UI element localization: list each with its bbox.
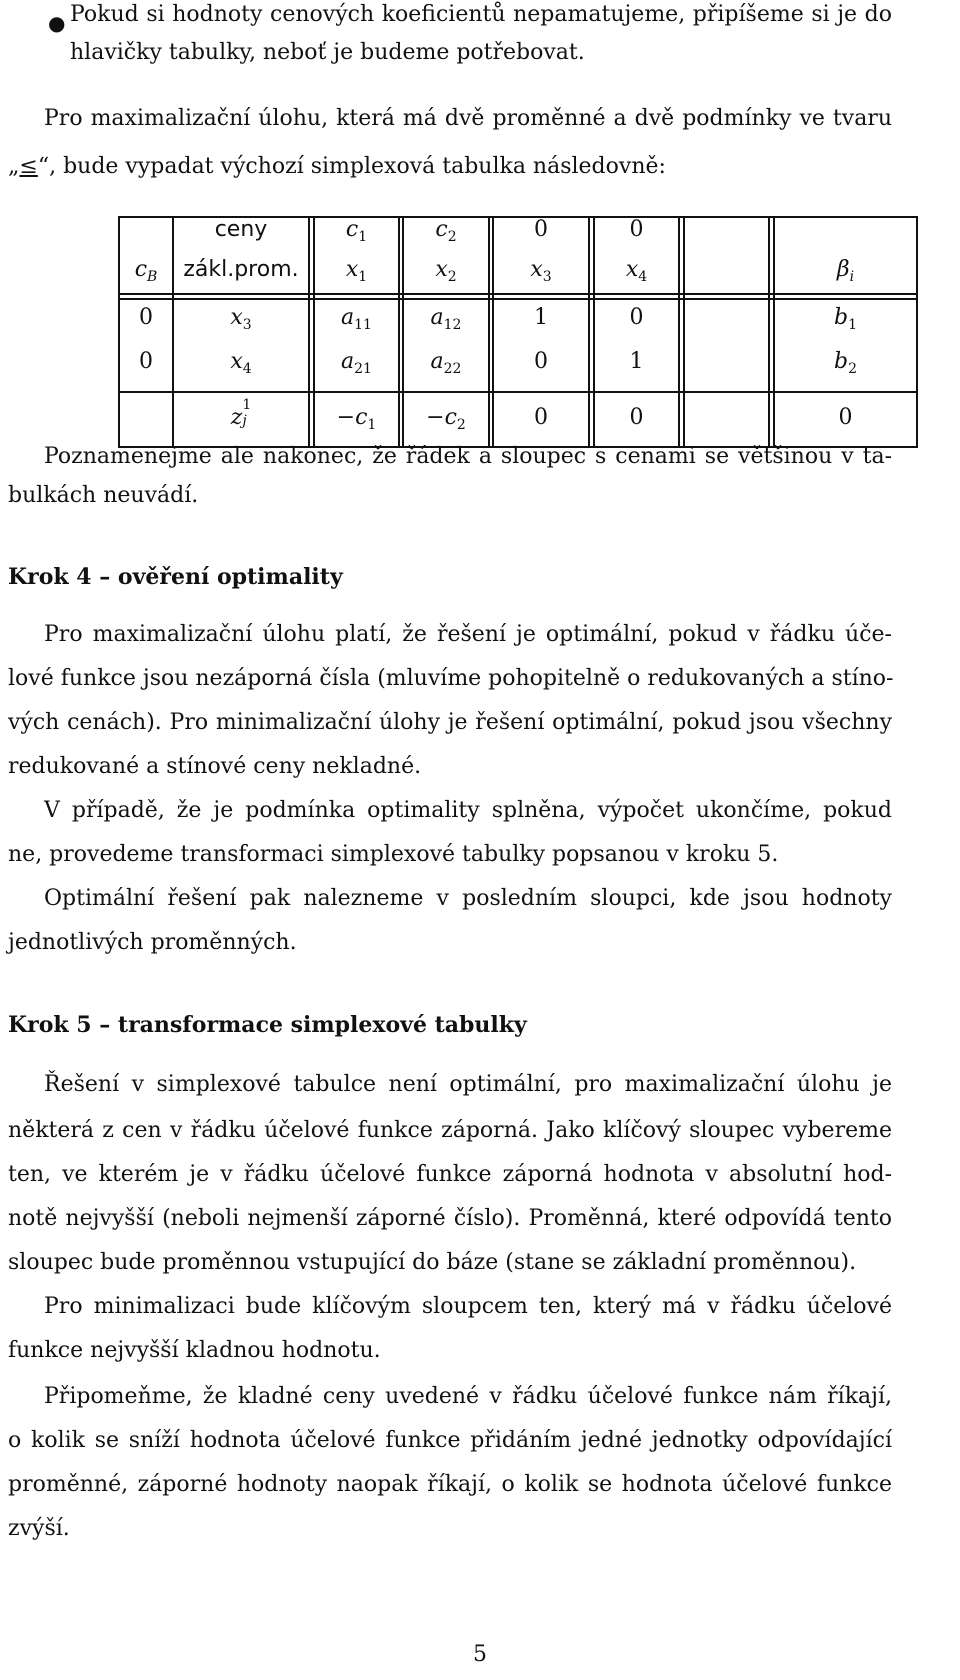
header-zero-x3: 0 [534,217,548,242]
header-c2: $c_2$ [435,217,457,245]
step5-p1-line-5: sloupec bude proměnnou vstupující do báze (stane se základní proměnnou). [8,1250,857,1275]
step4-p2-line-2: ne, provedeme transformaci simplexové tabulky popsanou v kroku 5. [8,842,779,867]
intro-paragraph-line-2 [8,152,666,182]
page-number: 5 [473,1642,487,1667]
header-x4: $x_4$ [625,257,648,285]
step5-p1-line-1: Řešení v simplexové tabulce není optimální, pro maximalizační úlohu je [44,1072,892,1097]
row1-cb: 0 [139,305,153,330]
step5-p2-line-2: funkce nejvyšší kladnou hodnotu. [8,1338,381,1363]
row2-basis: $x_4$ [230,349,252,377]
step4-p2-line-1: V případě, že je podmínka optimality splněna, výpočet ukončíme, pokud [44,798,892,823]
bullet-line-2: hlavičky tabulky, neboť je budeme potřebovat. [70,40,585,65]
step4-p1-line-3: vých cenách). Pro minimalizační úlohy je řešení optimální, pokud jsou všechny [8,710,892,735]
row3-x3: 0 [534,405,548,430]
header-beta: $\beta_i$ [836,257,855,285]
note-line-1: Poznamenejme ale nakonec, že řádek a sloupec s cenami se většinou v ta- [44,444,892,469]
step4-p3-line-1: Optimální řešení pak nalezneme v posledním sloupci, kde jsou hodnoty [44,886,892,911]
header-prices-label: ceny [214,217,268,242]
step5-p2-line-1: Pro minimalizaci bude klíčovým sloupcem ten, který má v řádku účelové [44,1294,892,1319]
step5-p3-line-1: Připomeňme, že kladné ceny uvedené v řádku účelové funkce nám říkají, [44,1384,892,1409]
step5-p1-line-3: ten, ve kterém je v řádku účelové funkce záporná hodnota v absolutní hod- [8,1162,892,1187]
step5-p3-line-2: o kolik se sníží hodnota účelové funkce přidáním jedné jednotky odpovídající [8,1428,892,1453]
row3-minus-c2: $-c_2$ [426,405,466,433]
row1-x3: 1 [534,305,548,330]
note-line-2: bulkách neuvádí. [8,483,199,508]
header-x3: $x_3$ [530,257,552,285]
row2-cb: 0 [139,349,153,374]
row3-x4: 0 [629,405,644,430]
step5-p3-line-4: zvýší. [8,1516,70,1541]
row3-minus-c1: $-c_1$ [336,405,377,433]
header-basis-label: zákl.prom. [183,257,299,282]
row1-a11: $a_{11}$ [341,305,372,333]
header-x2: $x_2$ [435,257,457,285]
header-c1: $c_1$ [345,217,368,245]
row2-a21: $a_{21}$ [341,349,372,377]
open-quote: „ [8,154,20,179]
step5-p1-line-2: některá z cen v řádku účelové funkce záporná. Jako klíčový sloupec vybereme [8,1118,892,1143]
step4-heading: Krok 4 – ověření optimality [8,564,343,590]
bullet-line-1: Pokud si hodnoty cenových koeficientů nepamatujeme, připíšeme si je do [70,2,892,27]
header-zero-x4: 0 [629,217,644,242]
simplex-table [118,216,918,448]
step5-heading: Krok 5 – transformace simplexové tabulky [8,1012,527,1038]
step4-p3-line-2: jednotlivých proměnných. [8,930,297,955]
row1-x4: 0 [629,305,644,330]
step4-p1-line-1: Pro maximalizační úlohu platí, že řešení je optimální, pokud v řádku úče- [44,622,892,647]
step5-p1-line-4: notě nejvyšší (neboli nejmenší záporné číslo). Proměnná, které odpovídá tento [8,1206,892,1231]
step4-p1-line-4: redukované a stínové ceny nekladné. [8,754,422,779]
row3-z: z 1 j [230,397,252,430]
bullet-icon: ● [48,11,66,35]
header-x1: $x_1$ [345,257,368,285]
row2-x4: 1 [629,349,644,374]
intro-text: “, bude vypadat výchozí simplexová tabulka následovně: [37,154,666,179]
row2-a22: $a_{22}$ [430,349,462,377]
step4-p1-line-2: lové funkce jsou nezáporná čísla (mluvíme pohopitelně o redukovaných a stíno- [8,666,894,691]
step5-p3-line-3: proměnné, záporné hodnoty naopak říkají, o kolik se hodnota účelové funkce [8,1472,892,1497]
row1-b: $b_1$ [833,305,857,333]
row2-x3: 0 [534,349,548,374]
row2-b: $b_2$ [833,349,857,377]
intro-paragraph-line-1: Pro maximalizační úlohu, která má dvě proměnné a dvě podmínky ve tvaru [44,106,892,131]
header-cB: $c_B$ [134,257,158,285]
leq-symbol: ≤ [19,154,38,179]
row1-basis: $x_3$ [230,305,252,333]
row1-a12: $a_{12}$ [430,305,462,333]
row3-beta: 0 [838,405,853,430]
